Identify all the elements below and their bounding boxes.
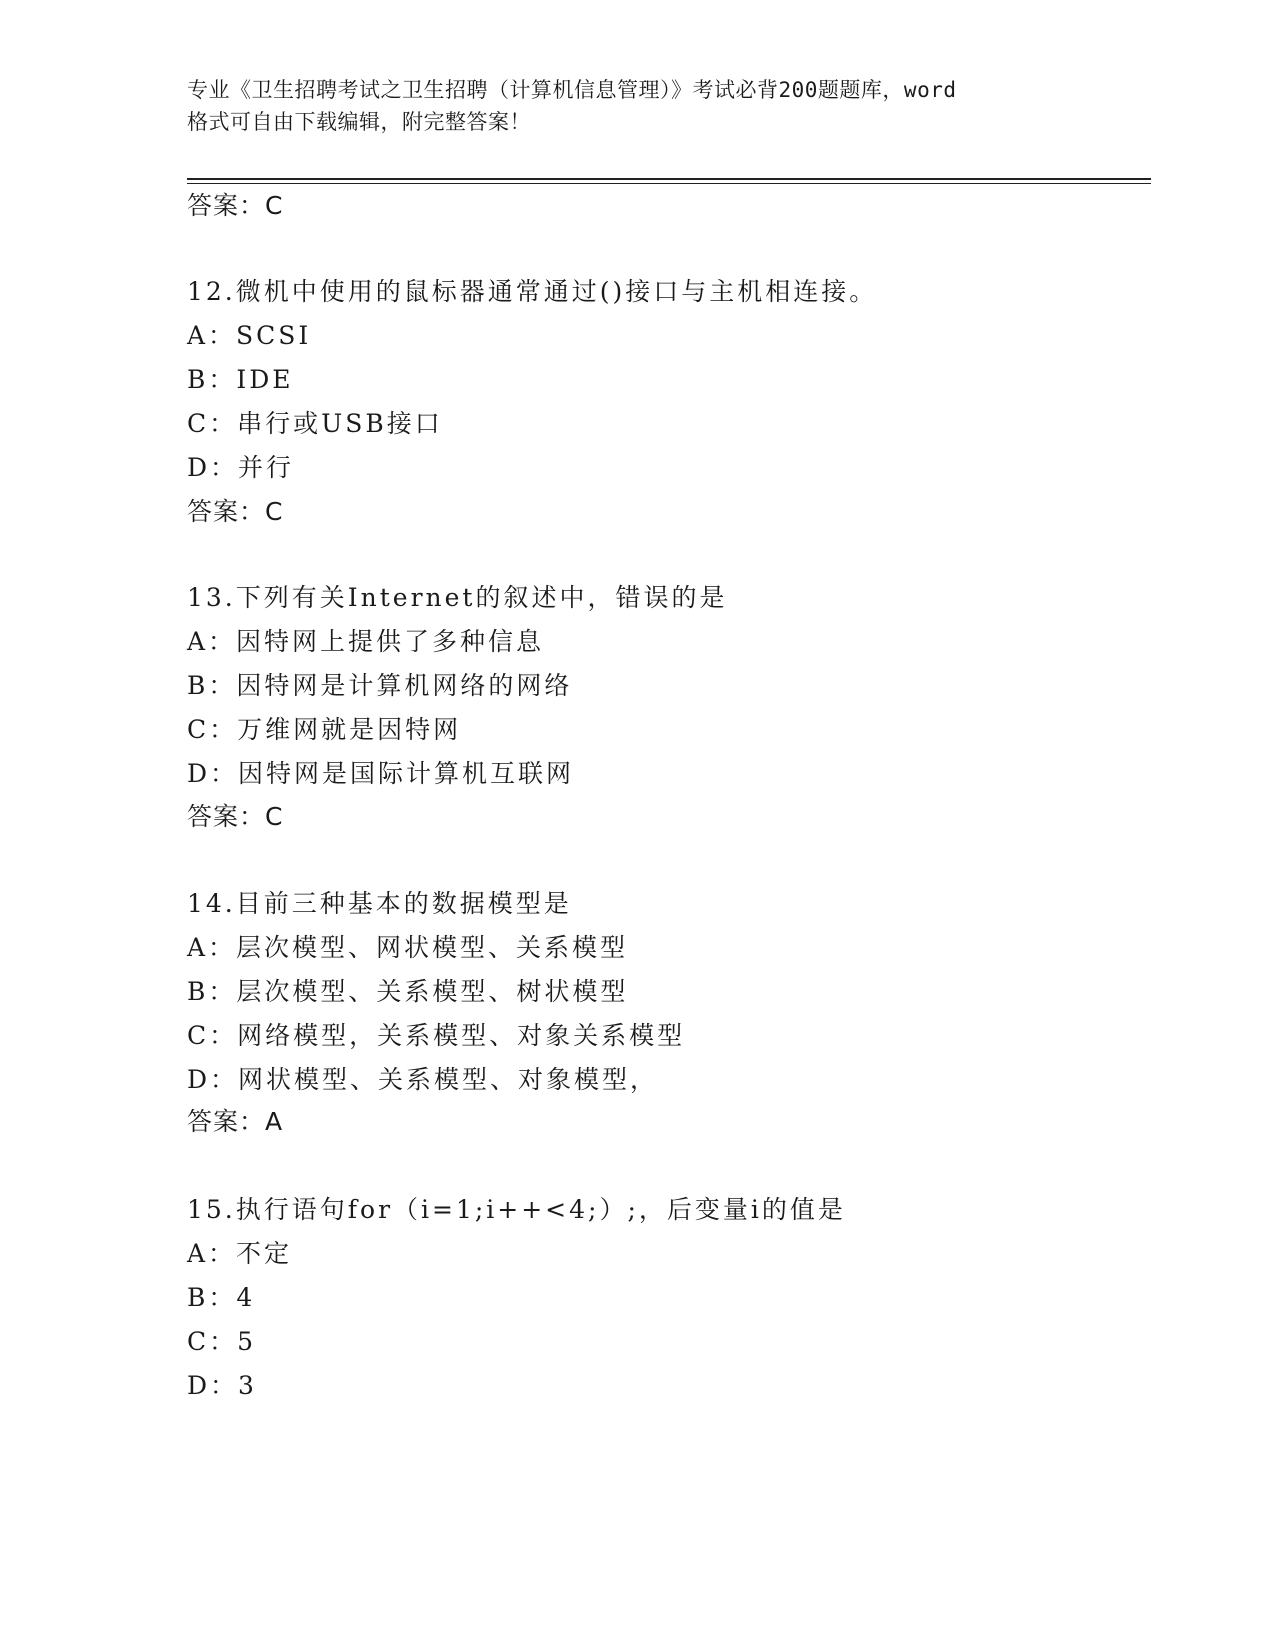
- question-13-option-d: D：因特网是国际计算机互联网: [187, 759, 575, 788]
- answer-12: 答案：C: [187, 497, 284, 526]
- header-line-2: 格式可自由下载编辑，附完整答案！: [187, 110, 531, 134]
- question-13-option-c: C：万维网就是因特网: [187, 715, 462, 744]
- question-15-option-c: C：5: [187, 1327, 257, 1356]
- question-14-option-d: D：网状模型、关系模型、对象模型，: [187, 1065, 659, 1094]
- header-line-1: 专业《卫生招聘考试之卫生招聘（计算机信息管理）》考试必背200题题库，word: [187, 78, 957, 102]
- answer-14: 答案：A: [187, 1107, 284, 1136]
- answer-11: 答案：C: [187, 191, 284, 220]
- question-12-stem: 12.微机中使用的鼠标器通常通过()接口与主机相连接。: [187, 277, 878, 306]
- question-14-option-c: C：网络模型，关系模型、对象关系模型: [187, 1021, 686, 1050]
- question-13-option-a: A：因特网上提供了多种信息: [187, 627, 545, 656]
- question-12-option-d: D：并行: [187, 453, 295, 482]
- header-divider-thin: [187, 183, 1151, 184]
- question-15-option-b: B：4: [187, 1283, 256, 1312]
- question-15-option-d: D：3: [187, 1371, 257, 1400]
- question-13-stem: 13.下列有关Internet的叙述中，错误的是: [187, 583, 728, 612]
- question-12-option-a: A：SCSI: [187, 321, 312, 350]
- question-15-stem: 15.执行语句for（i=1;i++<4;）;，后变量i的值是: [187, 1195, 846, 1224]
- question-12-option-c: C：串行或USB接口: [187, 409, 443, 438]
- question-12-option-b: B：IDE: [187, 365, 294, 394]
- document-header: [187, 74, 1087, 138]
- answer-13: 答案：C: [187, 802, 284, 831]
- question-13-option-b: B：因特网是计算机网络的网络: [187, 671, 573, 700]
- question-15-option-a: A：不定: [187, 1239, 293, 1268]
- question-14-option-b: B：层次模型、关系模型、树状模型: [187, 977, 629, 1006]
- question-14-stem: 14.目前三种基本的数据模型是: [187, 889, 572, 918]
- header-divider: [187, 178, 1151, 180]
- question-14-option-a: A：层次模型、网状模型、关系模型: [187, 933, 629, 962]
